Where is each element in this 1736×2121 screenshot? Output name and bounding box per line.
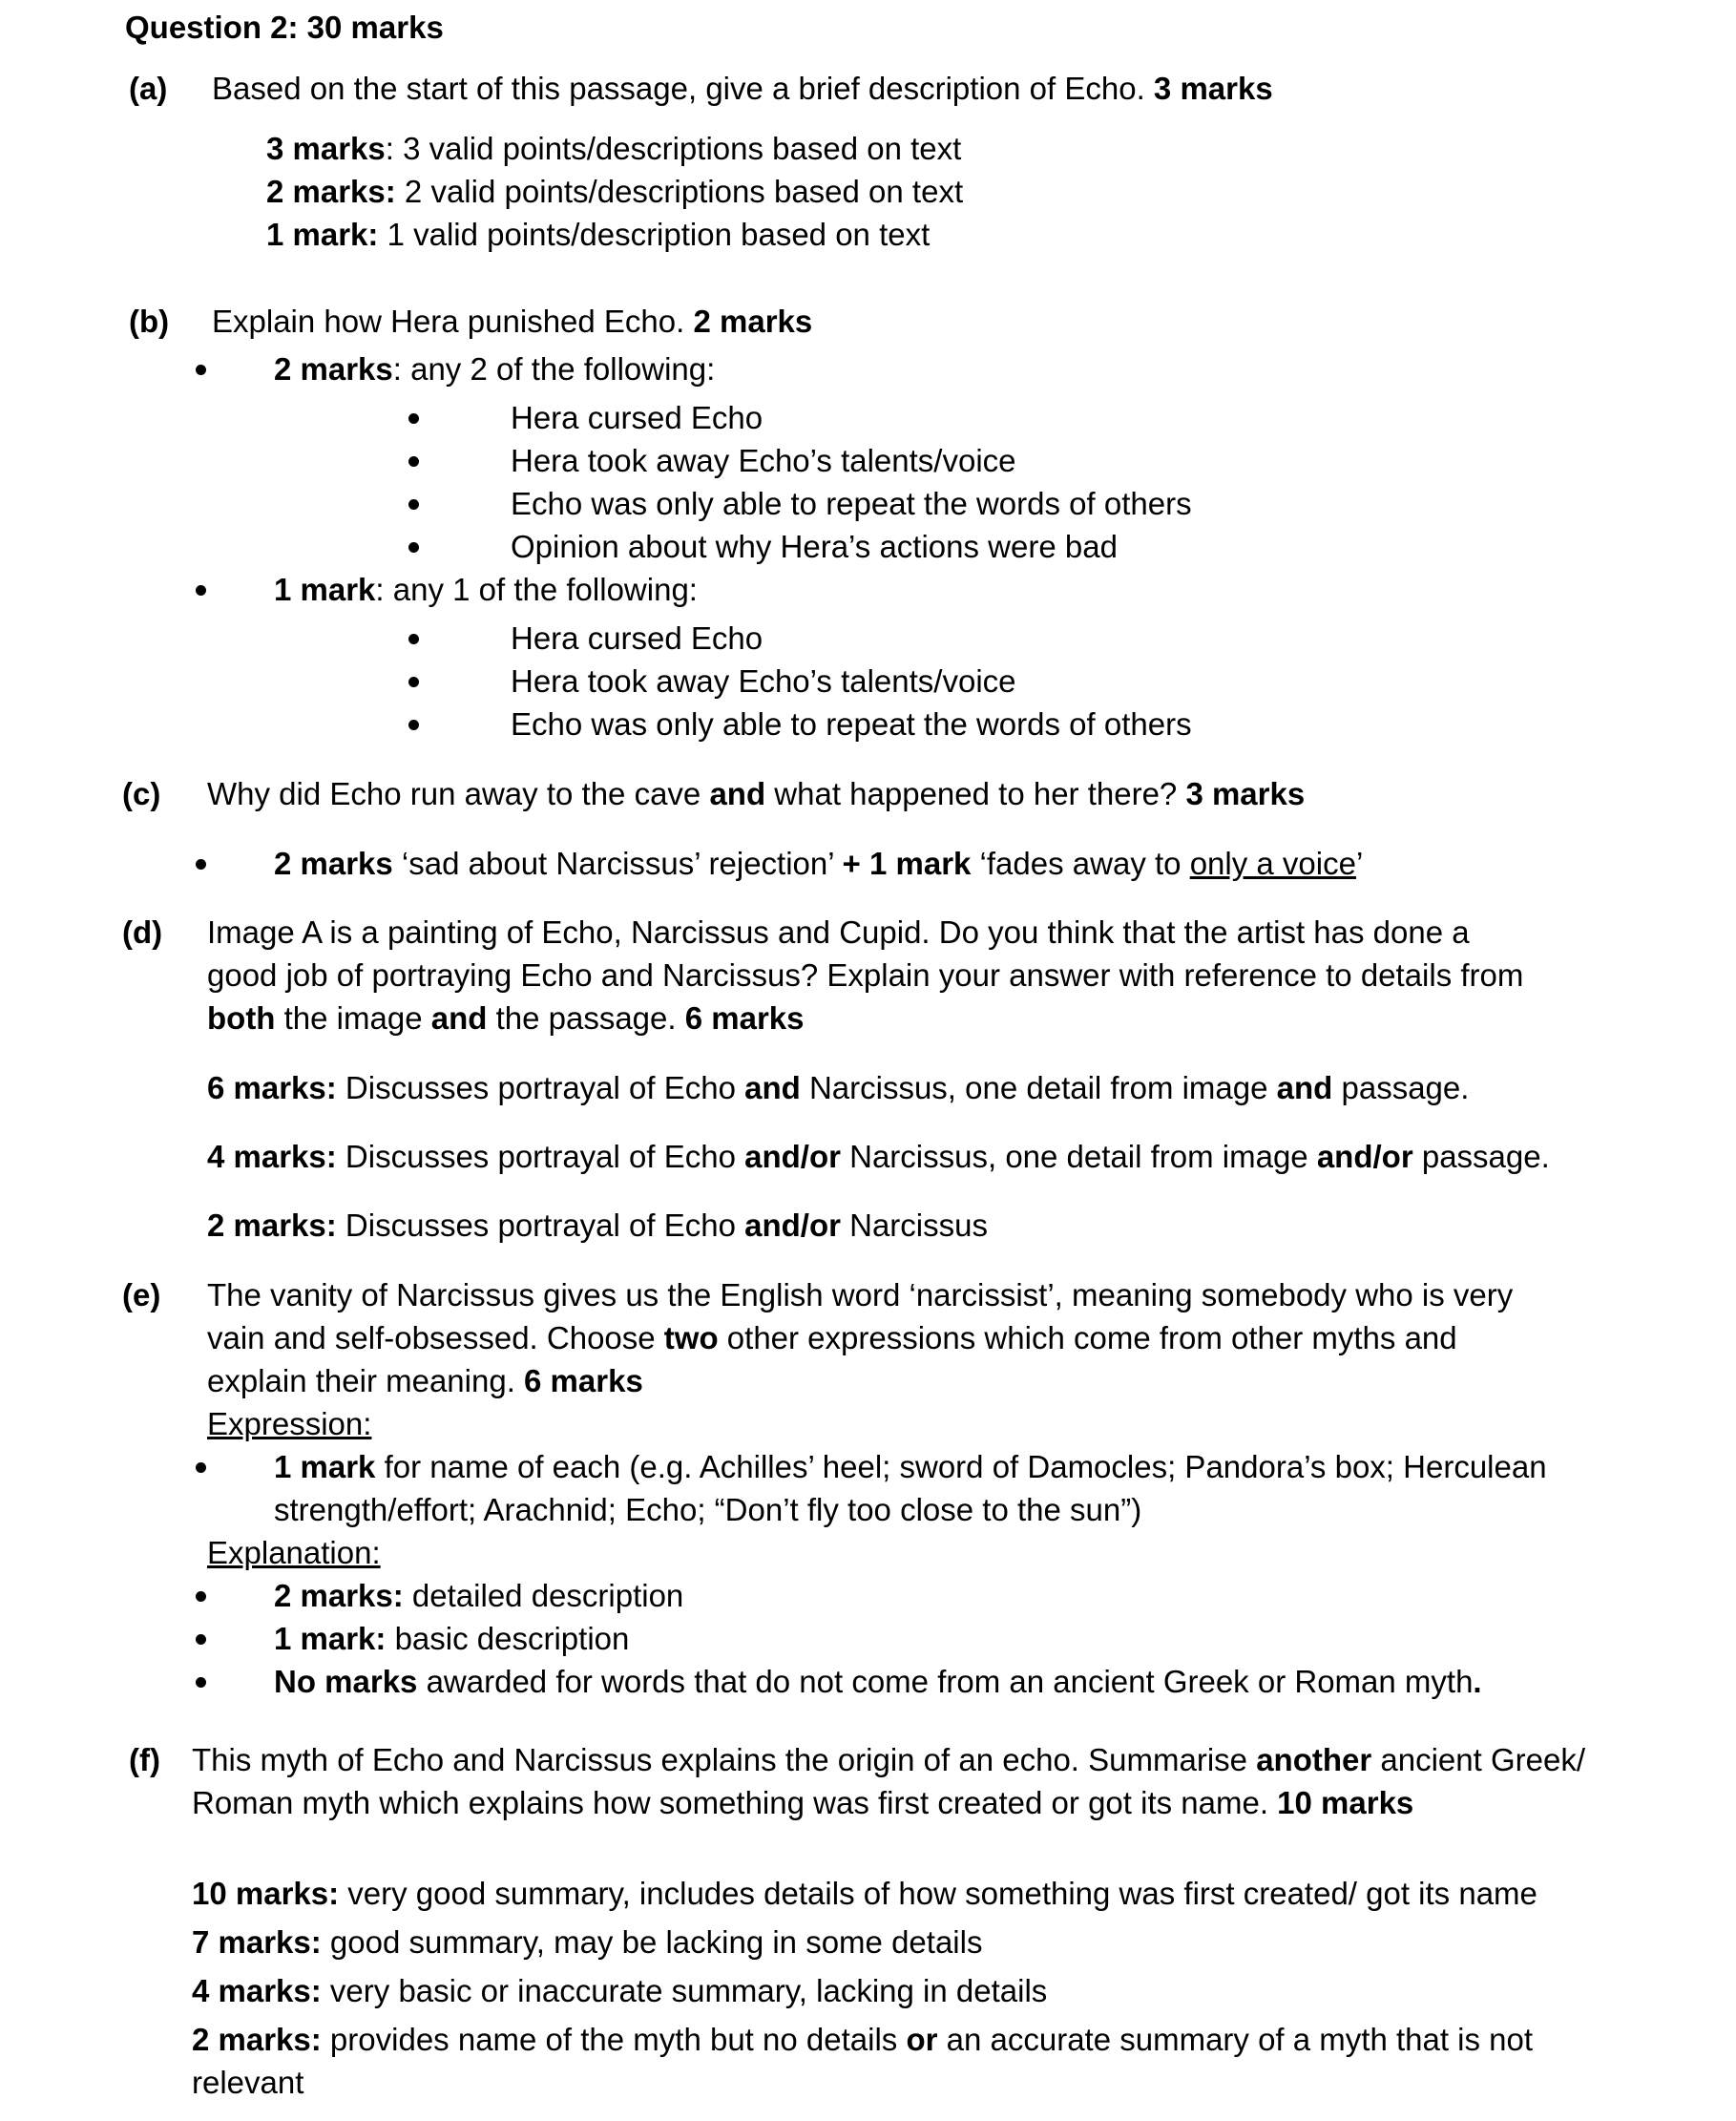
criterion-d-1: 6 marks: Discusses portrayal of Echo and Narcissus, one detail from image and passage. xyxy=(207,1070,1470,1105)
list-item: Echo was only able to repeat the words of others xyxy=(511,486,1192,521)
question-e-marks: 6 marks xyxy=(524,1363,643,1398)
list-item: Hera took away Echo’s talents/voice xyxy=(511,663,1016,699)
bullet-icon xyxy=(196,1677,206,1688)
question-c-letter: (c) xyxy=(122,776,161,811)
question-e-line-1: The vanity of Narcissus gives us the English word ‘narcissist’, meaning somebody who is very xyxy=(207,1277,1514,1312)
bullet-icon xyxy=(196,1591,206,1602)
criterion-f-2: 7 marks: good summary, may be lacking in some details xyxy=(192,1924,983,1960)
question-d-marks: 6 marks xyxy=(684,1000,805,1036)
question-c-text: Why did Echo run away to the cave and what happened to her there? 3 marks xyxy=(207,776,1306,811)
question-f-letter: (f) xyxy=(129,1742,160,1777)
criterion-d-2: 4 marks: Discusses portrayal of Echo and/or Narcissus, one detail from image and/or passage. xyxy=(207,1139,1550,1174)
question-c-marks: 3 marks xyxy=(1185,776,1306,811)
question-a-marks: 3 marks xyxy=(1153,71,1273,106)
answer-c: 2 marks ‘sad about Narcissus’ rejection’ + 1 mark ‘fades away to only a voice’ xyxy=(274,846,1364,881)
explanation-label: Explanation: xyxy=(207,1535,381,1570)
criterion-a-3: 1 mark: 1 valid points/description based on text xyxy=(266,217,931,252)
bullet-icon xyxy=(196,1462,206,1473)
bullet-icon xyxy=(408,456,419,467)
expression-label: Expression: xyxy=(207,1406,372,1441)
criterion-f-3: 4 marks: very basic or inaccurate summary, lacking in details xyxy=(192,1973,1048,2008)
bullet-icon xyxy=(408,413,419,424)
bullet-icon xyxy=(408,720,419,730)
question-b-text: Explain how Hera punished Echo. 2 marks xyxy=(212,304,813,339)
question-f-line-1: This myth of Echo and Narcissus explains the origin of an echo. Summarise another ancient Greek/ xyxy=(192,1742,1585,1777)
question-f-marks: 10 marks xyxy=(1277,1785,1414,1820)
question-b-letter: (b) xyxy=(129,304,170,339)
criterion-a-1: 3 marks: 3 valid points/descriptions based on text xyxy=(266,131,962,166)
explanation-criterion-3: No marks awarded for words that do not come from an ancient Greek or Roman myth. xyxy=(274,1664,1482,1699)
bullet-icon xyxy=(408,542,419,553)
question-e-line-2: vain and self-obsessed. Choose two other expressions which come from other myths and xyxy=(207,1320,1457,1355)
bullet-icon xyxy=(196,585,206,596)
criterion-f-4: 2 marks: provides name of the myth but no details or an accurate summary of a myth that is not xyxy=(192,2022,1534,2057)
list-item: Hera took away Echo’s talents/voice xyxy=(511,443,1016,478)
criterion-b-group-2: 1 mark: any 1 of the following: xyxy=(274,572,698,607)
criterion-a-2: 2 marks: 2 valid points/descriptions based on text xyxy=(266,174,964,209)
question-d-line-1: Image A is a painting of Echo, Narcissus and Cupid. Do you think that the artist has done a xyxy=(207,914,1470,950)
explanation-criterion-1: 2 marks: detailed description xyxy=(274,1578,684,1613)
bullet-icon xyxy=(196,859,206,870)
list-item: Echo was only able to repeat the words of others xyxy=(511,706,1192,742)
bullet-icon xyxy=(408,499,419,510)
expression-criterion-line-2: strength/effort; Arachnid; Echo; “Don’t fly too close to the sun”) xyxy=(274,1492,1142,1527)
bullet-icon xyxy=(196,1634,206,1645)
criterion-f-1: 10 marks: very good summary, includes details of how something was first created/ got its name xyxy=(192,1876,1537,1911)
bullet-icon xyxy=(196,365,206,375)
question-e-letter: (e) xyxy=(122,1277,161,1312)
list-item: Hera cursed Echo xyxy=(511,400,763,435)
criterion-d-3: 2 marks: Discusses portrayal of Echo and/or Narcissus xyxy=(207,1208,988,1243)
bullet-icon xyxy=(408,634,419,644)
question-e-line-3: explain their meaning. 6 marks xyxy=(207,1363,643,1398)
question-a-letter: (a) xyxy=(129,71,168,106)
question-b-marks: 2 marks xyxy=(693,304,813,339)
question-d-line-2: good job of portraying Echo and Narcissus? Explain your answer with reference to details from xyxy=(207,957,1524,993)
question-f-line-2: Roman myth which explains how something was first created or got its name. 10 marks xyxy=(192,1785,1414,1820)
page-title: Question 2: 30 marks xyxy=(125,10,444,45)
bullet-icon xyxy=(408,677,419,687)
explanation-criterion-2: 1 mark: basic description xyxy=(274,1621,630,1656)
list-item: Opinion about why Hera’s actions were bad xyxy=(511,529,1118,564)
question-d-line-3: both the image and the passage. 6 marks xyxy=(207,1000,805,1036)
expression-criterion: 1 mark for name of each (e.g. Achilles’ heel; sword of Damocles; Pandora’s box; Herculean xyxy=(274,1449,1547,1484)
criterion-f-4-line-2: relevant xyxy=(192,2065,304,2100)
question-d-letter: (d) xyxy=(122,914,163,950)
criterion-b-group-1: 2 marks: any 2 of the following: xyxy=(274,351,716,387)
list-item: Hera cursed Echo xyxy=(511,620,763,656)
question-a-text: Based on the start of this passage, give a brief description of Echo. 3 marks xyxy=(212,71,1273,106)
